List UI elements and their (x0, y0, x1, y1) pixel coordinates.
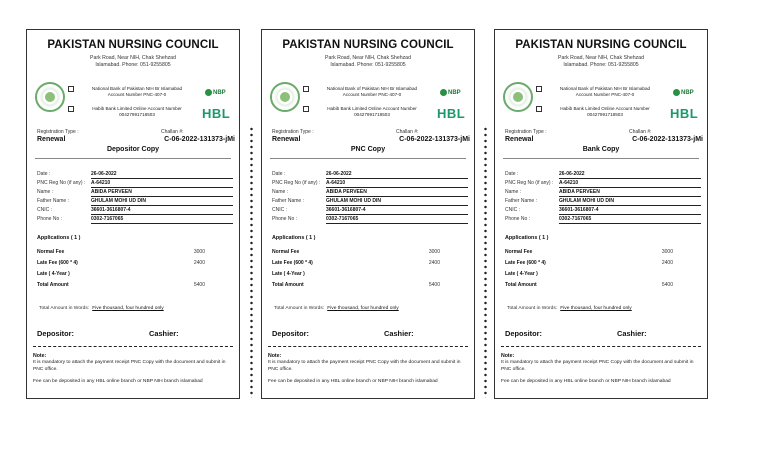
council-title: PAKISTAN NURSING COUNCIL (515, 39, 687, 51)
name-value: ABIDA PERVEEN (559, 189, 701, 197)
fee-row: Late Fee (600 * 4) 2400 (272, 260, 440, 266)
challan-number: C-06-2022-131373-jMi (164, 136, 235, 143)
depositor-signature-label: Depositor: (505, 329, 542, 338)
amount-in-words: Total Amount in Words: Five thousand, four hundred only (274, 306, 399, 311)
note-line-1: It is mandatory to attach the payment receipt PNC Copy with the document and submit in PNC office. (501, 360, 694, 372)
note-heading: Note: (268, 353, 282, 359)
amount-in-words: Total Amount in Words: Five thousand, four hundred only (507, 306, 632, 311)
nbp-checkbox[interactable] (68, 86, 74, 92)
fee-row: Normal Fee 3000 (37, 249, 205, 255)
applications-count: Applications ( 1 ) (37, 235, 81, 241)
copy-title: Bank Copy (582, 146, 620, 153)
address-line-2: Islamabad. Phone: 051-9255805 (330, 62, 406, 68)
copy-title: Depositor Copy (106, 146, 160, 153)
challan-number: C-06-2022-131373-jMi (399, 136, 470, 143)
challan-label: Challan #: (629, 129, 652, 135)
nbp-line-1: National Bank of Pakistan NIH Br Islamabad (559, 86, 651, 91)
divider (35, 158, 231, 159)
address-line-1: Park Road, Near NIH, Chak Shehzad (90, 55, 176, 61)
cnic-row: CNIC : 36601-3616807-4 (505, 207, 701, 215)
hbl-checkbox[interactable] (303, 106, 309, 112)
cnic-value: 36601-3616807-4 (559, 207, 701, 215)
cnic-value: 36601-3616807-4 (91, 207, 233, 215)
nbp-checkbox[interactable] (303, 86, 309, 92)
nbp-checkbox[interactable] (536, 86, 542, 92)
note-heading: Note: (33, 353, 47, 359)
father-name-row: Father Name : GHULAM MOHI UD DIN (37, 198, 233, 206)
address-line-1: Park Road, Near NIH, Chak Shehzad (558, 55, 644, 61)
date-row: Date : 26-06-2022 (272, 171, 468, 179)
depositor-signature-label: Depositor: (272, 329, 309, 338)
cashier-signature-label: Cashier: (384, 329, 414, 338)
phone-row: Phone No : 0302-7167065 (272, 216, 468, 224)
phone-value: 0302-7167065 (559, 216, 701, 224)
phone-value: 0302-7167065 (91, 216, 233, 224)
address-line-2: Islamabad. Phone: 051-9255805 (95, 62, 171, 68)
challan-copy-pnc (261, 29, 475, 399)
perforation (250, 126, 253, 398)
name-row: Name : ABIDA PERVEEN (505, 189, 701, 197)
copy-title: PNC Copy (350, 146, 386, 153)
registration-type-label: Registration Type : (37, 129, 79, 135)
hbl-logo: HBL (670, 106, 699, 121)
pnc-reg-value: A-64210 (559, 180, 701, 188)
hbl-line-2: 00427991718503 (354, 112, 390, 117)
perforation (484, 126, 487, 398)
council-address (27, 55, 239, 69)
applications-count: Applications ( 1 ) (272, 235, 316, 241)
council-title: PAKISTAN NURSING COUNCIL (282, 39, 454, 51)
name-row: Name : ABIDA PERVEEN (37, 189, 233, 197)
fee-row: Late Fee (600 * 4) 2400 (37, 260, 205, 266)
nbp-line-1: National Bank of Pakistan NIH Br Islamabad (91, 86, 183, 91)
challan-copy-depositor (26, 29, 240, 399)
fee-row: Late ( 4-Year ) (37, 271, 70, 277)
fee-row: Normal Fee 3000 (272, 249, 440, 255)
council-seal-icon (503, 82, 533, 112)
cnic-row: CNIC : 36601-3616807-4 (37, 207, 233, 215)
phone-row: Phone No : 0302-7167065 (37, 216, 233, 224)
nbp-logo: NBP (440, 89, 461, 96)
nbp-line-2: Account Number PNC-407-0 (342, 92, 402, 97)
fee-row: Late ( 4-Year ) (272, 271, 305, 277)
pnc-reg-value: A-64210 (91, 180, 233, 188)
note-heading: Note: (501, 353, 515, 359)
registration-type-label: Registration Type : (505, 129, 547, 135)
challan-number: C-06-2022-131373-jMi (632, 136, 703, 143)
cut-line (268, 346, 468, 347)
note-line-1: It is mandatory to attach the payment receipt PNC Copy with the document and submit in PNC office. (33, 360, 226, 372)
hbl-account (312, 106, 432, 118)
nbp-account (312, 86, 432, 98)
council-title: PAKISTAN NURSING COUNCIL (47, 39, 219, 51)
nbp-logo: NBP (673, 89, 694, 96)
date-value: 26-06-2022 (326, 171, 468, 179)
divider (503, 158, 699, 159)
nbp-logo: NBP (205, 89, 226, 96)
fee-row-total: Total Amount 5400 (37, 282, 205, 288)
father-name-value: GHULAM MOHI UD DIN (559, 198, 701, 206)
divider (270, 158, 466, 159)
phone-row: Phone No : 0302-7167065 (505, 216, 701, 224)
cashier-signature-label: Cashier: (149, 329, 179, 338)
pnc-reg-row: PNC Reg No (if any) : A-64210 (272, 180, 468, 188)
hbl-checkbox[interactable] (68, 106, 74, 112)
depositor-signature-label: Depositor: (37, 329, 74, 338)
address-line-2: Islamabad. Phone: 051-9255805 (563, 62, 639, 68)
hbl-line-1: Habib Bank Limited Online Account Number (560, 106, 650, 111)
hbl-account (77, 106, 197, 118)
pnc-reg-row: PNC Reg No (if any) : A-64210 (37, 180, 233, 188)
phone-value: 0302-7167065 (326, 216, 468, 224)
date-row: Date : 26-06-2022 (37, 171, 233, 179)
note-line-2: Fee can be deposited in any HBL online branch or NBP NIH branch islamabad (501, 379, 671, 384)
cnic-row: CNIC : 36601-3616807-4 (272, 207, 468, 215)
cut-line (501, 346, 701, 347)
registration-type-value: Renewal (37, 136, 66, 143)
applications-count: Applications ( 1 ) (505, 235, 549, 241)
father-name-value: GHULAM MOHI UD DIN (91, 198, 233, 206)
date-value: 26-06-2022 (559, 171, 701, 179)
address-line-1: Park Road, Near NIH, Chak Shehzad (325, 55, 411, 61)
note-line-2: Fee can be deposited in any HBL online branch or NBP NIH branch islamabad (33, 379, 203, 384)
pnc-reg-value: A-64210 (326, 180, 468, 188)
council-address (262, 55, 474, 69)
name-value: ABIDA PERVEEN (326, 189, 468, 197)
date-row: Date : 26-06-2022 (505, 171, 701, 179)
hbl-line-1: Habib Bank Limited Online Account Number (92, 106, 182, 111)
hbl-account (545, 106, 665, 118)
cashier-signature-label: Cashier: (617, 329, 647, 338)
nbp-account (545, 86, 665, 98)
council-address (495, 55, 707, 69)
pnc-reg-row: PNC Reg No (if any) : A-64210 (505, 180, 701, 188)
hbl-logo: HBL (437, 106, 466, 121)
fee-row: Late Fee (600 * 4) 2400 (505, 260, 673, 266)
father-name-value: GHULAM MOHI UD DIN (326, 198, 468, 206)
hbl-line-1: Habib Bank Limited Online Account Number (327, 106, 417, 111)
cut-line (33, 346, 233, 347)
father-name-row: Father Name : GHULAM MOHI UD DIN (272, 198, 468, 206)
fee-row-total: Total Amount 5400 (505, 282, 673, 288)
fee-row: Normal Fee 3000 (505, 249, 673, 255)
father-name-row: Father Name : GHULAM MOHI UD DIN (505, 198, 701, 206)
name-value: ABIDA PERVEEN (91, 189, 233, 197)
challan-label: Challan #: (396, 129, 419, 135)
nbp-line-2: Account Number PNC-407-0 (107, 92, 167, 97)
nbp-line-1: National Bank of Pakistan NIH Br Islamabad (326, 86, 418, 91)
name-row: Name : ABIDA PERVEEN (272, 189, 468, 197)
hbl-line-2: 00427991718503 (119, 112, 155, 117)
note-line-1: It is mandatory to attach the payment receipt PNC Copy with the document and submit in PNC office. (268, 360, 461, 372)
registration-type-value: Renewal (505, 136, 534, 143)
fee-row-total: Total Amount 5400 (272, 282, 440, 288)
note-line-2: Fee can be deposited in any HBL online branch or NBP NIH branch islamabad (268, 379, 438, 384)
challan-label: Challan #: (161, 129, 184, 135)
fee-row: Late ( 4-Year ) (505, 271, 538, 277)
hbl-line-2: 00427991718503 (587, 112, 623, 117)
hbl-logo: HBL (202, 106, 231, 121)
nbp-account (77, 86, 197, 98)
amount-in-words: Total Amount in Words: Five thousand, four hundred only (39, 306, 164, 311)
registration-type-value: Renewal (272, 136, 301, 143)
council-seal-icon (270, 82, 300, 112)
hbl-checkbox[interactable] (536, 106, 542, 112)
date-value: 26-06-2022 (91, 171, 233, 179)
cnic-value: 36601-3616807-4 (326, 207, 468, 215)
nbp-line-2: Account Number PNC-407-0 (575, 92, 635, 97)
registration-type-label: Registration Type : (272, 129, 314, 135)
council-seal-icon (35, 82, 65, 112)
challan-copy-bank (494, 29, 708, 399)
